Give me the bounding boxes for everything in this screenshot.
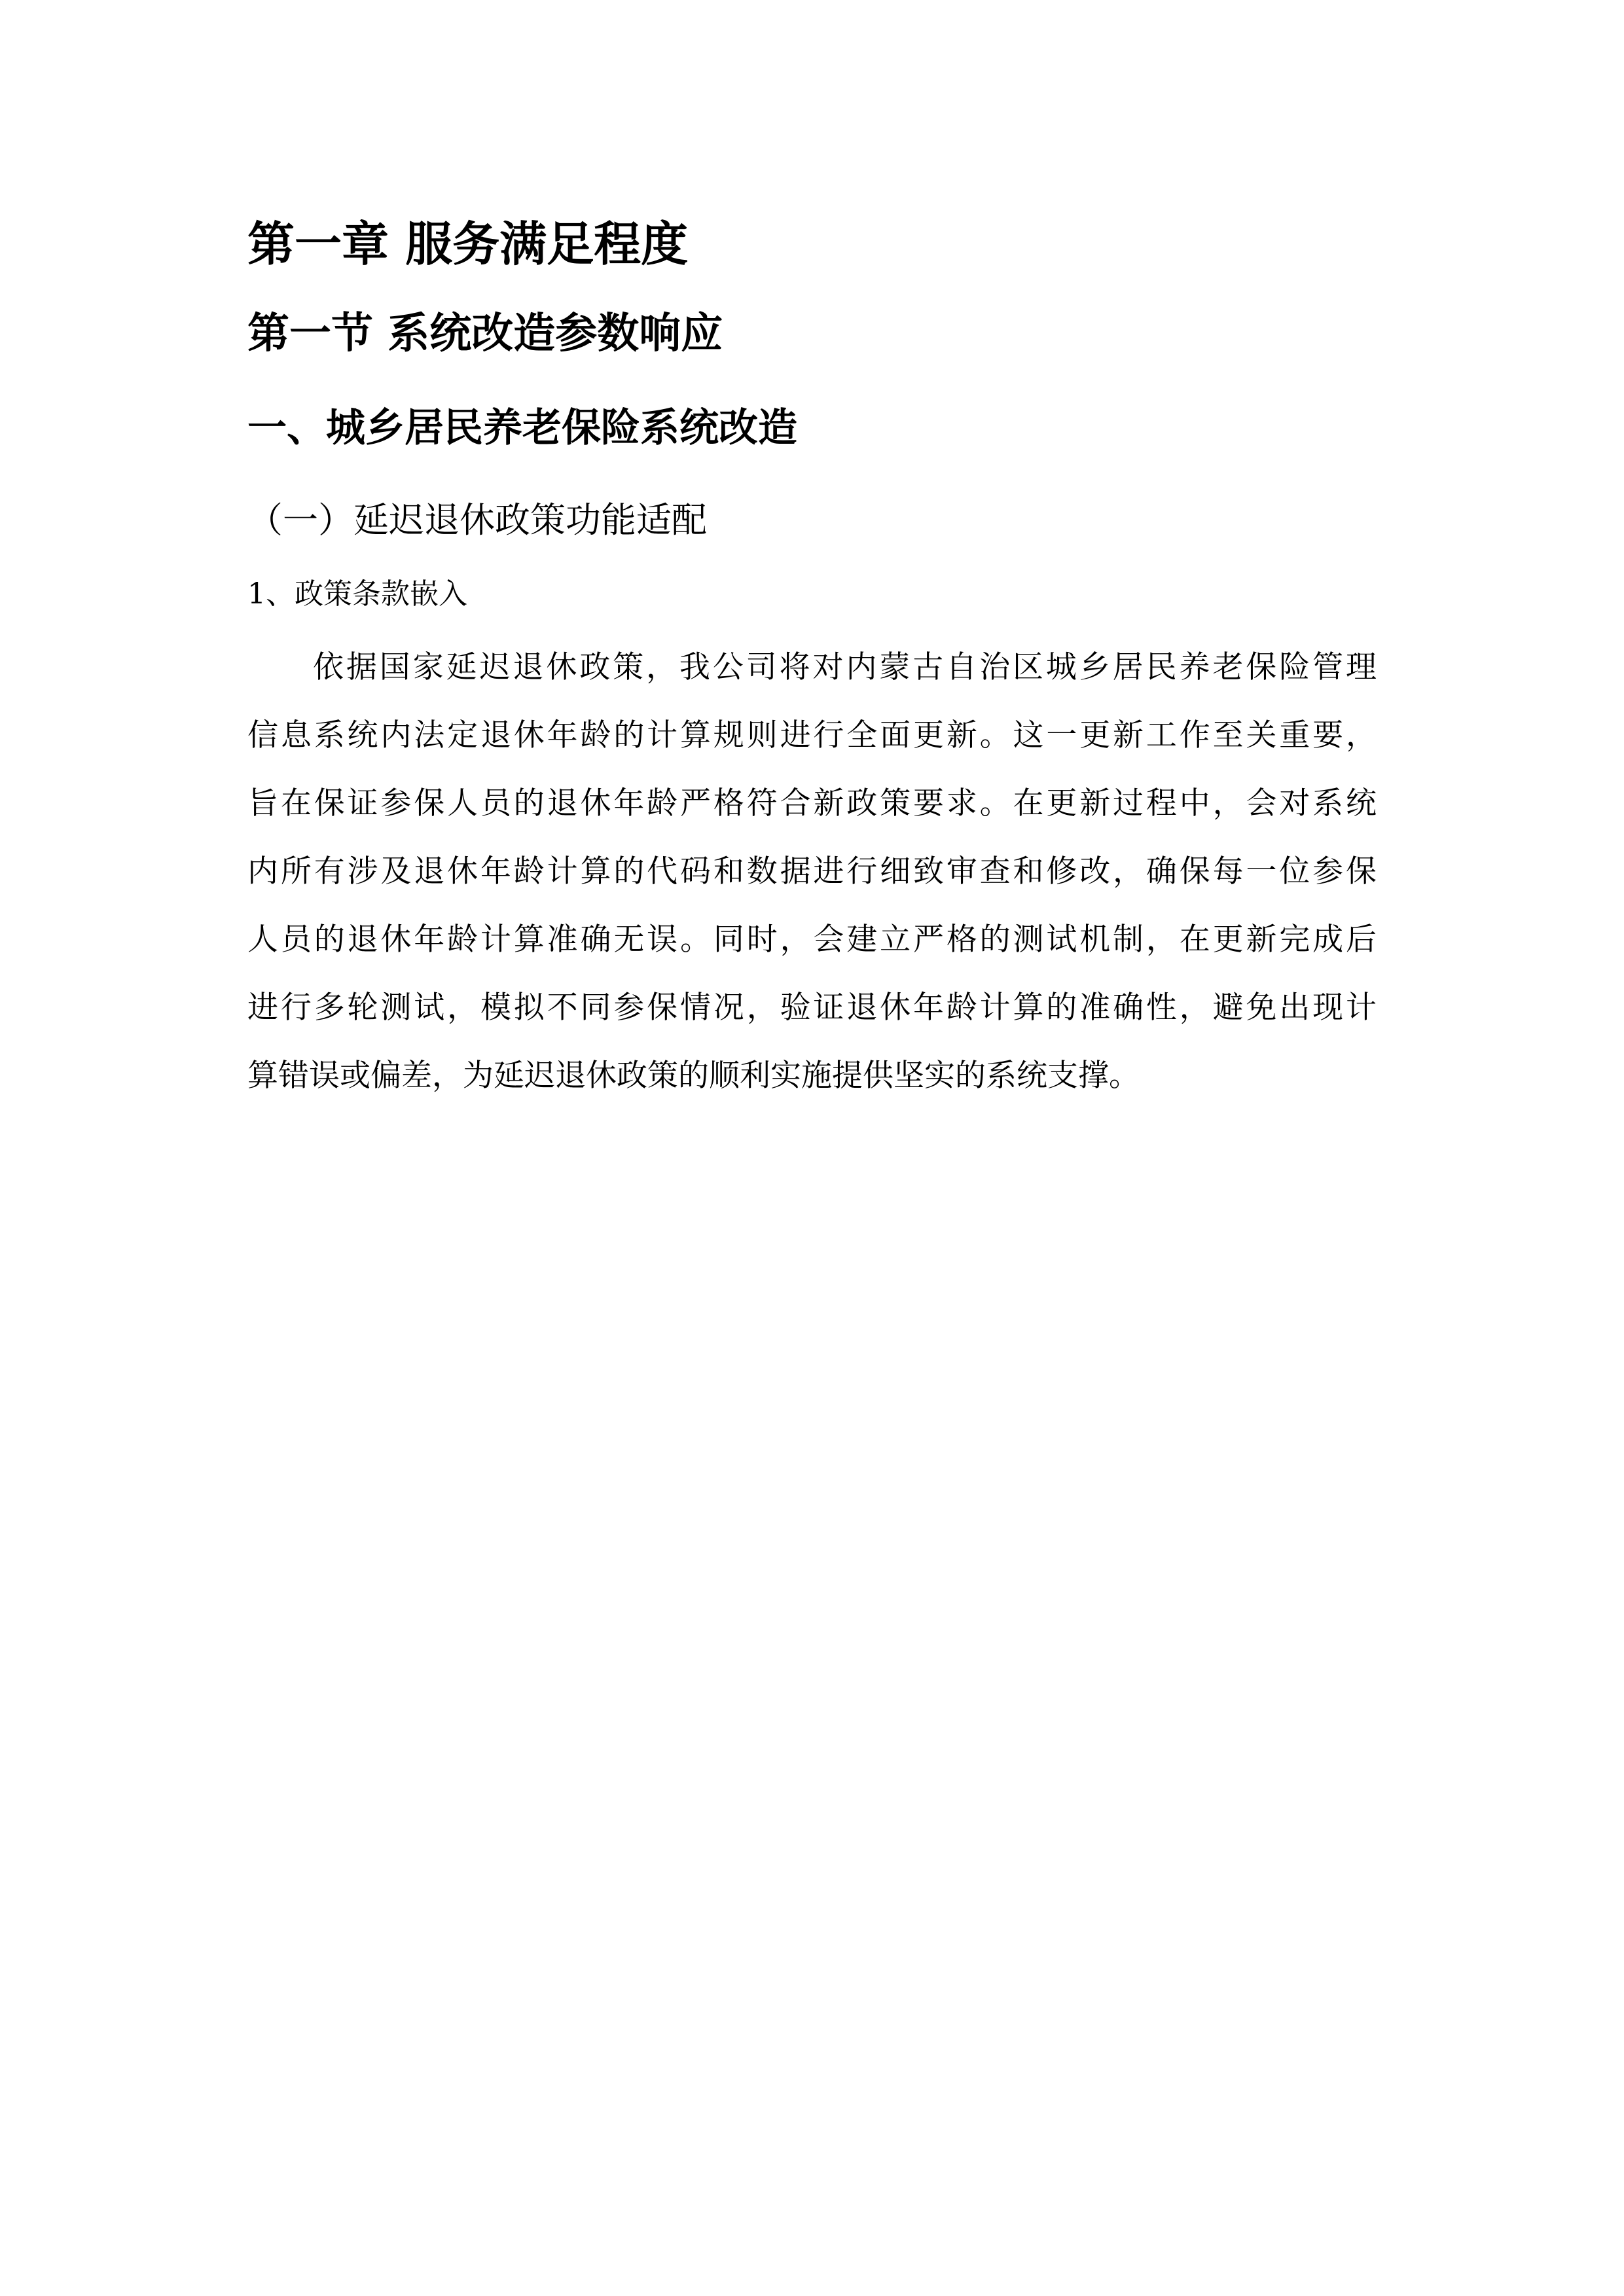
paragraph-line: 进行多轮测试，模拟不同参保情况，验证退休年龄计算的准确性，避免出现计 — [247, 990, 1377, 1026]
paragraph-line: 人员的退休年龄计算准确无误。同时，会建立严格的测试机制，在更新完成后 — [247, 922, 1377, 958]
subsubsection-title: （一）延迟退休政策功能适配 — [247, 499, 707, 541]
subsection-title: 一、城乡居民养老保险系统改造 — [247, 405, 797, 451]
paragraph-line: 内所有涉及退休年龄计算的代码和数据进行细致审查和修改，确保每一位参保 — [247, 853, 1377, 889]
paragraph-line: 算错误或偏差，为延迟退休政策的顺利实施提供坚实的系统支撑。 — [247, 1058, 1140, 1094]
paragraph-line: 依据国家延迟退休政策，我公司将对内蒙古自治区城乡居民养老保险管理 — [313, 649, 1377, 685]
document-content — [247, 208, 1377, 1110]
paragraph-line: 信息系统内法定退休年龄的计算规则进行全面更新。这一更新工作至关重要， — [247, 717, 1377, 753]
item-title: 1、政策条款嵌入 — [247, 577, 467, 611]
body-paragraph — [247, 634, 1377, 1110]
paragraph-line: 旨在保证参保人员的退休年龄严格符合新政策要求。在更新过程中，会对系统 — [247, 785, 1377, 821]
chapter-title: 第一章 服务满足程度 — [247, 217, 689, 272]
section-title: 第一节 系统改造参数响应 — [247, 310, 723, 358]
